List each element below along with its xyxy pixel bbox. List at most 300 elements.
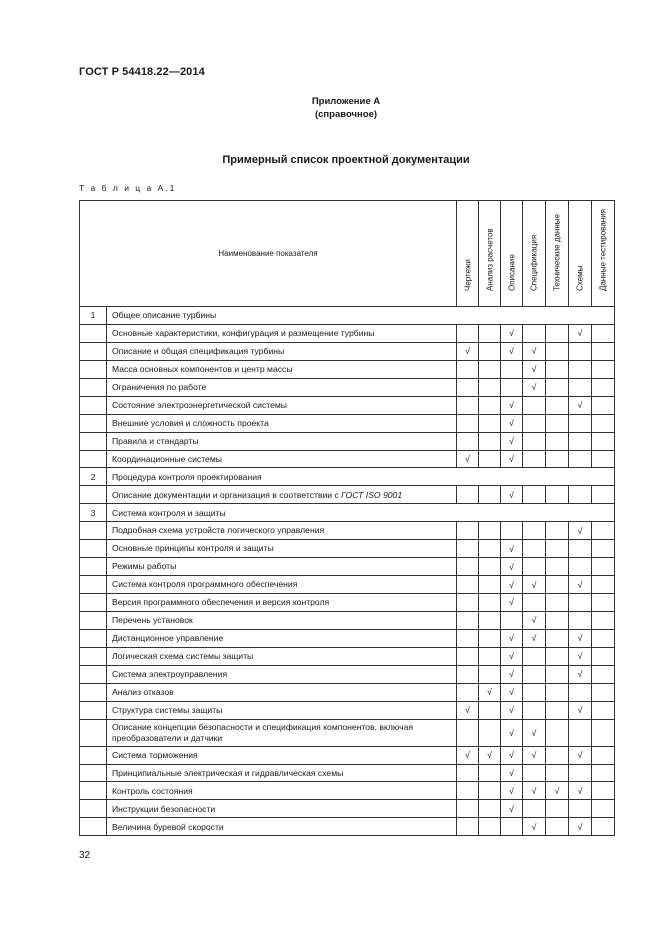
- doc-cell: [546, 360, 569, 378]
- doc-cell: [569, 414, 592, 432]
- doc-cell: [501, 576, 523, 594]
- doc-cell: [457, 540, 479, 558]
- doc-cell: [569, 324, 592, 342]
- row-name-text: Принципиальные электрическая и гидравлическая схемы: [112, 767, 344, 778]
- row-number: [80, 818, 107, 836]
- doc-cell: [546, 486, 569, 504]
- doc-cell: [592, 818, 615, 836]
- doc-cell: [569, 486, 592, 504]
- row-name-text: Координационные системы: [112, 453, 222, 464]
- doc-cell: [546, 647, 569, 665]
- doc-cell: [479, 450, 501, 468]
- table-row: [80, 701, 615, 719]
- doc-cell: [501, 396, 523, 414]
- doc-cell: [592, 576, 615, 594]
- row-number: [80, 701, 107, 719]
- column-header-label: Спецификация: [529, 234, 539, 291]
- column-header-name: Наименование показателя: [80, 201, 457, 307]
- doc-cell: [523, 594, 546, 612]
- doc-cell: [523, 540, 546, 558]
- row-name-text: Процедура контроля проектирования: [112, 471, 262, 482]
- row-number: [80, 342, 107, 360]
- doc-cell: [479, 486, 501, 504]
- doc-cell: [457, 342, 479, 360]
- doc-cell: [592, 414, 615, 432]
- row-number: [80, 324, 107, 342]
- doc-cell: [569, 665, 592, 683]
- row-name: [107, 611, 457, 629]
- doc-cell: [501, 342, 523, 360]
- check-mark-icon: √: [509, 669, 514, 680]
- doc-cell: [569, 450, 592, 468]
- row-name-text: Логическая схема системы защиты: [112, 651, 254, 662]
- doc-cell: [546, 378, 569, 396]
- table-row: [80, 522, 615, 540]
- column-header-label: Чертежи: [463, 259, 473, 291]
- doc-cell: [546, 611, 569, 629]
- doc-cell: [457, 683, 479, 701]
- check-mark-icon: √: [577, 579, 583, 590]
- table-row: [80, 540, 615, 558]
- doc-cell: [569, 540, 592, 558]
- doc-cell: [546, 683, 569, 701]
- doc-cell: [523, 764, 546, 782]
- doc-cell: [501, 611, 523, 629]
- column-header-label: Описание: [507, 254, 517, 291]
- doc-cell: [501, 540, 523, 558]
- check-mark-icon: √: [509, 767, 514, 778]
- check-mark-icon: √: [465, 750, 470, 761]
- row-number: 3: [80, 504, 107, 522]
- row-number: [80, 450, 107, 468]
- check-mark-icon: √: [509, 561, 514, 572]
- check-mark-icon: √: [577, 785, 583, 796]
- doc-cell: [523, 719, 546, 746]
- doc-cell: [479, 360, 501, 378]
- doc-cell: [479, 540, 501, 558]
- check-mark-icon: √: [577, 400, 583, 411]
- row-name-text: Основные принципы контроля и защиты: [112, 543, 274, 554]
- doc-cell: [479, 576, 501, 594]
- row-number: [80, 746, 107, 764]
- doc-cell: [501, 764, 523, 782]
- table-row: [80, 396, 615, 414]
- doc-cell: [457, 782, 479, 800]
- doc-cell: [457, 719, 479, 746]
- doc-cell: [523, 558, 546, 576]
- doc-cell: [479, 594, 501, 612]
- doc-cell: [479, 432, 501, 450]
- check-mark-icon: √: [531, 382, 537, 393]
- doc-cell: [501, 558, 523, 576]
- check-mark-icon: √: [577, 328, 583, 339]
- check-mark-icon: √: [509, 633, 514, 644]
- doc-cell: [501, 414, 523, 432]
- row-name: [107, 701, 457, 719]
- doc-cell: [501, 594, 523, 612]
- doc-cell: [592, 360, 615, 378]
- doc-cell: [501, 486, 523, 504]
- table-row: [80, 378, 615, 396]
- doc-cell: [592, 746, 615, 764]
- doc-cell: [501, 360, 523, 378]
- doc-cell: [569, 594, 592, 612]
- doc-cell: [523, 800, 546, 818]
- doc-cell: [457, 764, 479, 782]
- doc-cell: [457, 486, 479, 504]
- doc-cell: [569, 522, 592, 540]
- doc-cell: [546, 818, 569, 836]
- doc-cell: [546, 576, 569, 594]
- row-name: [107, 719, 457, 746]
- check-mark-icon: √: [531, 633, 537, 644]
- check-mark-icon: √: [509, 785, 514, 796]
- check-mark-icon: √: [531, 750, 537, 761]
- doc-cell: [501, 324, 523, 342]
- row-name-text: Система торможения: [112, 749, 198, 760]
- row-name: [107, 486, 457, 504]
- column-header-test-data: [592, 201, 615, 307]
- row-name-text: Внешние условия и сложность проекта: [112, 417, 269, 428]
- check-mark-icon: √: [531, 821, 537, 832]
- row-name: [107, 576, 457, 594]
- doc-cell: [457, 611, 479, 629]
- row-name: [107, 414, 457, 432]
- doc-cell: [592, 522, 615, 540]
- doc-cell: [523, 522, 546, 540]
- doc-cell: [569, 432, 592, 450]
- doc-cell: [501, 683, 523, 701]
- table-body: [80, 307, 615, 836]
- doc-cell: [523, 746, 546, 764]
- row-number: 2: [80, 468, 107, 486]
- doc-cell: [523, 396, 546, 414]
- row-name-text: Система контроля и защиты: [112, 507, 226, 518]
- check-mark-icon: √: [509, 328, 514, 339]
- row-name-text: Величина буревой скорости: [112, 821, 224, 832]
- check-mark-icon: √: [509, 597, 514, 608]
- doc-cell: [592, 764, 615, 782]
- check-mark-icon: √: [577, 821, 583, 832]
- column-header-schemes: [569, 201, 592, 307]
- check-mark-icon: √: [465, 346, 470, 357]
- table-row: [80, 782, 615, 800]
- row-name-text: Масса основных компонентов и центр массы: [112, 364, 293, 375]
- column-header-label: Схемы: [575, 265, 585, 291]
- doc-cell: [479, 396, 501, 414]
- table-row: [80, 414, 615, 432]
- row-name-text: Правила и стандарты: [112, 435, 199, 446]
- table-row: [80, 342, 615, 360]
- row-number: [80, 432, 107, 450]
- row-number: [80, 540, 107, 558]
- check-mark-icon: √: [509, 651, 514, 662]
- doc-cell: [479, 414, 501, 432]
- doc-cell: [523, 629, 546, 647]
- doc-cell: [479, 342, 501, 360]
- row-name-text: Структура системы защиты: [112, 704, 223, 715]
- doc-cell: [457, 396, 479, 414]
- doc-cell: [457, 800, 479, 818]
- check-mark-icon: √: [577, 633, 583, 644]
- row-name: [107, 558, 457, 576]
- doc-cell: [569, 576, 592, 594]
- doc-cell: [546, 719, 569, 746]
- row-name-text: Перечень установок: [112, 615, 193, 626]
- doc-cell: [592, 378, 615, 396]
- doc-cell: [501, 818, 523, 836]
- table-row: [80, 360, 615, 378]
- doc-cell: [569, 818, 592, 836]
- row-name: [107, 629, 457, 647]
- table-row: [80, 647, 615, 665]
- doc-cell: [546, 324, 569, 342]
- row-name-text: Анализ отказов: [112, 686, 174, 697]
- row-name: [107, 307, 615, 325]
- row-name: [107, 522, 457, 540]
- doc-cell: [479, 746, 501, 764]
- doc-cell: [479, 378, 501, 396]
- row-name: [107, 540, 457, 558]
- table-row: [80, 746, 615, 764]
- doc-cell: [457, 594, 479, 612]
- row-number: [80, 764, 107, 782]
- row-number: [80, 378, 107, 396]
- row-name-text: Общее описание турбины: [112, 310, 217, 321]
- check-mark-icon: √: [531, 785, 537, 796]
- doc-cell: [457, 629, 479, 647]
- doc-cell: [592, 594, 615, 612]
- check-mark-icon: √: [509, 579, 514, 590]
- doc-cell: [546, 782, 569, 800]
- row-number: [80, 800, 107, 818]
- table-row: [80, 611, 615, 629]
- doc-cell: [501, 800, 523, 818]
- doc-cell: [457, 378, 479, 396]
- row-name-text: Контроль состояния: [112, 785, 193, 796]
- doc-cell: [457, 647, 479, 665]
- check-mark-icon: √: [509, 400, 514, 411]
- doc-cell: [479, 324, 501, 342]
- doc-cell: [457, 818, 479, 836]
- doc-cell: [501, 647, 523, 665]
- doc-cell: [546, 558, 569, 576]
- doc-cell: [546, 522, 569, 540]
- doc-cell: [546, 396, 569, 414]
- doc-cell: [479, 701, 501, 719]
- doc-cell: [457, 576, 479, 594]
- table-row: [80, 558, 615, 576]
- row-name-text: Режимы работы: [112, 561, 177, 572]
- column-header-specification: [523, 201, 546, 307]
- doc-cell: [479, 558, 501, 576]
- doc-cell: [501, 665, 523, 683]
- check-mark-icon: √: [465, 453, 470, 464]
- check-mark-icon: √: [487, 687, 492, 698]
- check-mark-icon: √: [509, 346, 514, 357]
- doc-cell: [569, 800, 592, 818]
- doc-cell: [501, 378, 523, 396]
- row-number: [80, 576, 107, 594]
- doc-cell: [546, 764, 569, 782]
- doc-cell: [569, 558, 592, 576]
- row-name: [107, 746, 457, 764]
- appendix-title: Приложение А: [311, 96, 381, 107]
- table-row: [80, 594, 615, 612]
- row-number: [80, 629, 107, 647]
- design-documentation-table: [79, 200, 615, 836]
- doc-cell: [501, 782, 523, 800]
- doc-cell: [479, 719, 501, 746]
- doc-cell: [592, 486, 615, 504]
- appendix-subtitle: (справочное): [314, 109, 378, 120]
- doc-cell: [592, 701, 615, 719]
- column-header-label: Технические данные: [552, 213, 562, 291]
- document-code: ГОСТ Р 54418.22—2014: [79, 66, 205, 78]
- doc-cell: [592, 450, 615, 468]
- row-number: [80, 719, 107, 746]
- doc-cell: [523, 782, 546, 800]
- row-name: [107, 378, 457, 396]
- doc-cell: [592, 629, 615, 647]
- doc-cell: [569, 764, 592, 782]
- doc-cell: [546, 432, 569, 450]
- doc-cell: [457, 522, 479, 540]
- doc-cell: [546, 342, 569, 360]
- row-number: [80, 782, 107, 800]
- doc-cell: [546, 800, 569, 818]
- check-mark-icon: √: [531, 346, 537, 357]
- table-row: [80, 324, 615, 342]
- row-name: [107, 782, 457, 800]
- row-name-text: Описание и общая спецификация турбины: [112, 346, 285, 357]
- doc-cell: [501, 432, 523, 450]
- doc-cell: [569, 342, 592, 360]
- check-mark-icon: √: [531, 364, 537, 375]
- doc-cell: [501, 719, 523, 746]
- doc-cell: [546, 701, 569, 719]
- row-name: [107, 683, 457, 701]
- row-name-text: Описание документации и организация в соответствии с: [112, 489, 342, 500]
- row-name-text: Основные характеристики, конфигурация и размещение турбины: [112, 328, 375, 339]
- doc-cell: [592, 647, 615, 665]
- doc-cell: [501, 629, 523, 647]
- column-header-label: Анализ расчетов: [485, 228, 495, 291]
- row-name: [107, 504, 615, 522]
- row-name: [107, 468, 615, 486]
- check-mark-icon: √: [509, 436, 514, 447]
- row-name: [107, 432, 457, 450]
- check-mark-icon: √: [577, 525, 583, 536]
- table-row: [80, 486, 615, 504]
- doc-cell: [592, 719, 615, 746]
- check-mark-icon: √: [465, 705, 470, 716]
- check-mark-icon: √: [509, 803, 514, 814]
- check-mark-icon: √: [554, 785, 560, 796]
- doc-cell: [592, 432, 615, 450]
- doc-cell: [479, 800, 501, 818]
- row-name-text: Инструкции безопасности: [112, 803, 216, 814]
- doc-cell: [569, 719, 592, 746]
- row-number: 1: [80, 307, 107, 325]
- table-row: [80, 450, 615, 468]
- row-name: [107, 396, 457, 414]
- doc-cell: [569, 396, 592, 414]
- doc-cell: [546, 665, 569, 683]
- column-header-calc-analysis: [479, 201, 501, 307]
- table-header-row: [80, 201, 615, 307]
- table-row: [80, 683, 615, 701]
- doc-cell: [523, 324, 546, 342]
- doc-cell: [479, 665, 501, 683]
- doc-cell: [592, 342, 615, 360]
- row-name-text: Состояние электроэнергетической системы: [112, 399, 287, 410]
- doc-cell: [569, 647, 592, 665]
- table-row: [80, 800, 615, 818]
- table-section-row: [80, 504, 615, 522]
- row-name: [107, 800, 457, 818]
- row-name-text: Описание концепции безопасности и спецификация компонентов, включая преобразователи и датчики: [112, 722, 414, 743]
- check-mark-icon: √: [509, 705, 514, 716]
- doc-cell: [523, 665, 546, 683]
- doc-cell: [592, 611, 615, 629]
- doc-cell: [569, 701, 592, 719]
- doc-cell: [569, 746, 592, 764]
- doc-cell: [592, 800, 615, 818]
- check-mark-icon: √: [577, 750, 583, 761]
- doc-cell: [569, 683, 592, 701]
- table-row: [80, 665, 615, 683]
- row-number: [80, 611, 107, 629]
- doc-cell: [457, 746, 479, 764]
- doc-cell: [523, 450, 546, 468]
- row-name: [107, 764, 457, 782]
- check-mark-icon: √: [509, 543, 514, 554]
- row-name: [107, 342, 457, 360]
- row-number: [80, 647, 107, 665]
- row-name: [107, 818, 457, 836]
- doc-cell: [457, 558, 479, 576]
- row-name: [107, 665, 457, 683]
- doc-cell: [592, 558, 615, 576]
- doc-cell: [592, 782, 615, 800]
- table-row: [80, 629, 615, 647]
- doc-cell: [569, 360, 592, 378]
- doc-cell: [569, 611, 592, 629]
- doc-cell: [457, 665, 479, 683]
- row-name: [107, 647, 457, 665]
- doc-cell: [592, 683, 615, 701]
- table-section-row: [80, 307, 615, 325]
- check-mark-icon: √: [531, 727, 537, 738]
- doc-cell: [523, 432, 546, 450]
- doc-cell: [592, 665, 615, 683]
- row-name-text: Версия программного обеспечения и версия контроля: [112, 597, 330, 608]
- doc-cell: [479, 611, 501, 629]
- table-row: [80, 719, 615, 746]
- doc-cell: [569, 378, 592, 396]
- doc-cell: [457, 432, 479, 450]
- table-row: [80, 764, 615, 782]
- row-name-text: Дистанционное управление: [112, 633, 224, 644]
- doc-cell: [501, 450, 523, 468]
- doc-cell: [523, 414, 546, 432]
- doc-cell: [479, 522, 501, 540]
- check-mark-icon: √: [509, 418, 514, 429]
- table-row: [80, 432, 615, 450]
- check-mark-icon: √: [577, 651, 583, 662]
- doc-cell: [592, 396, 615, 414]
